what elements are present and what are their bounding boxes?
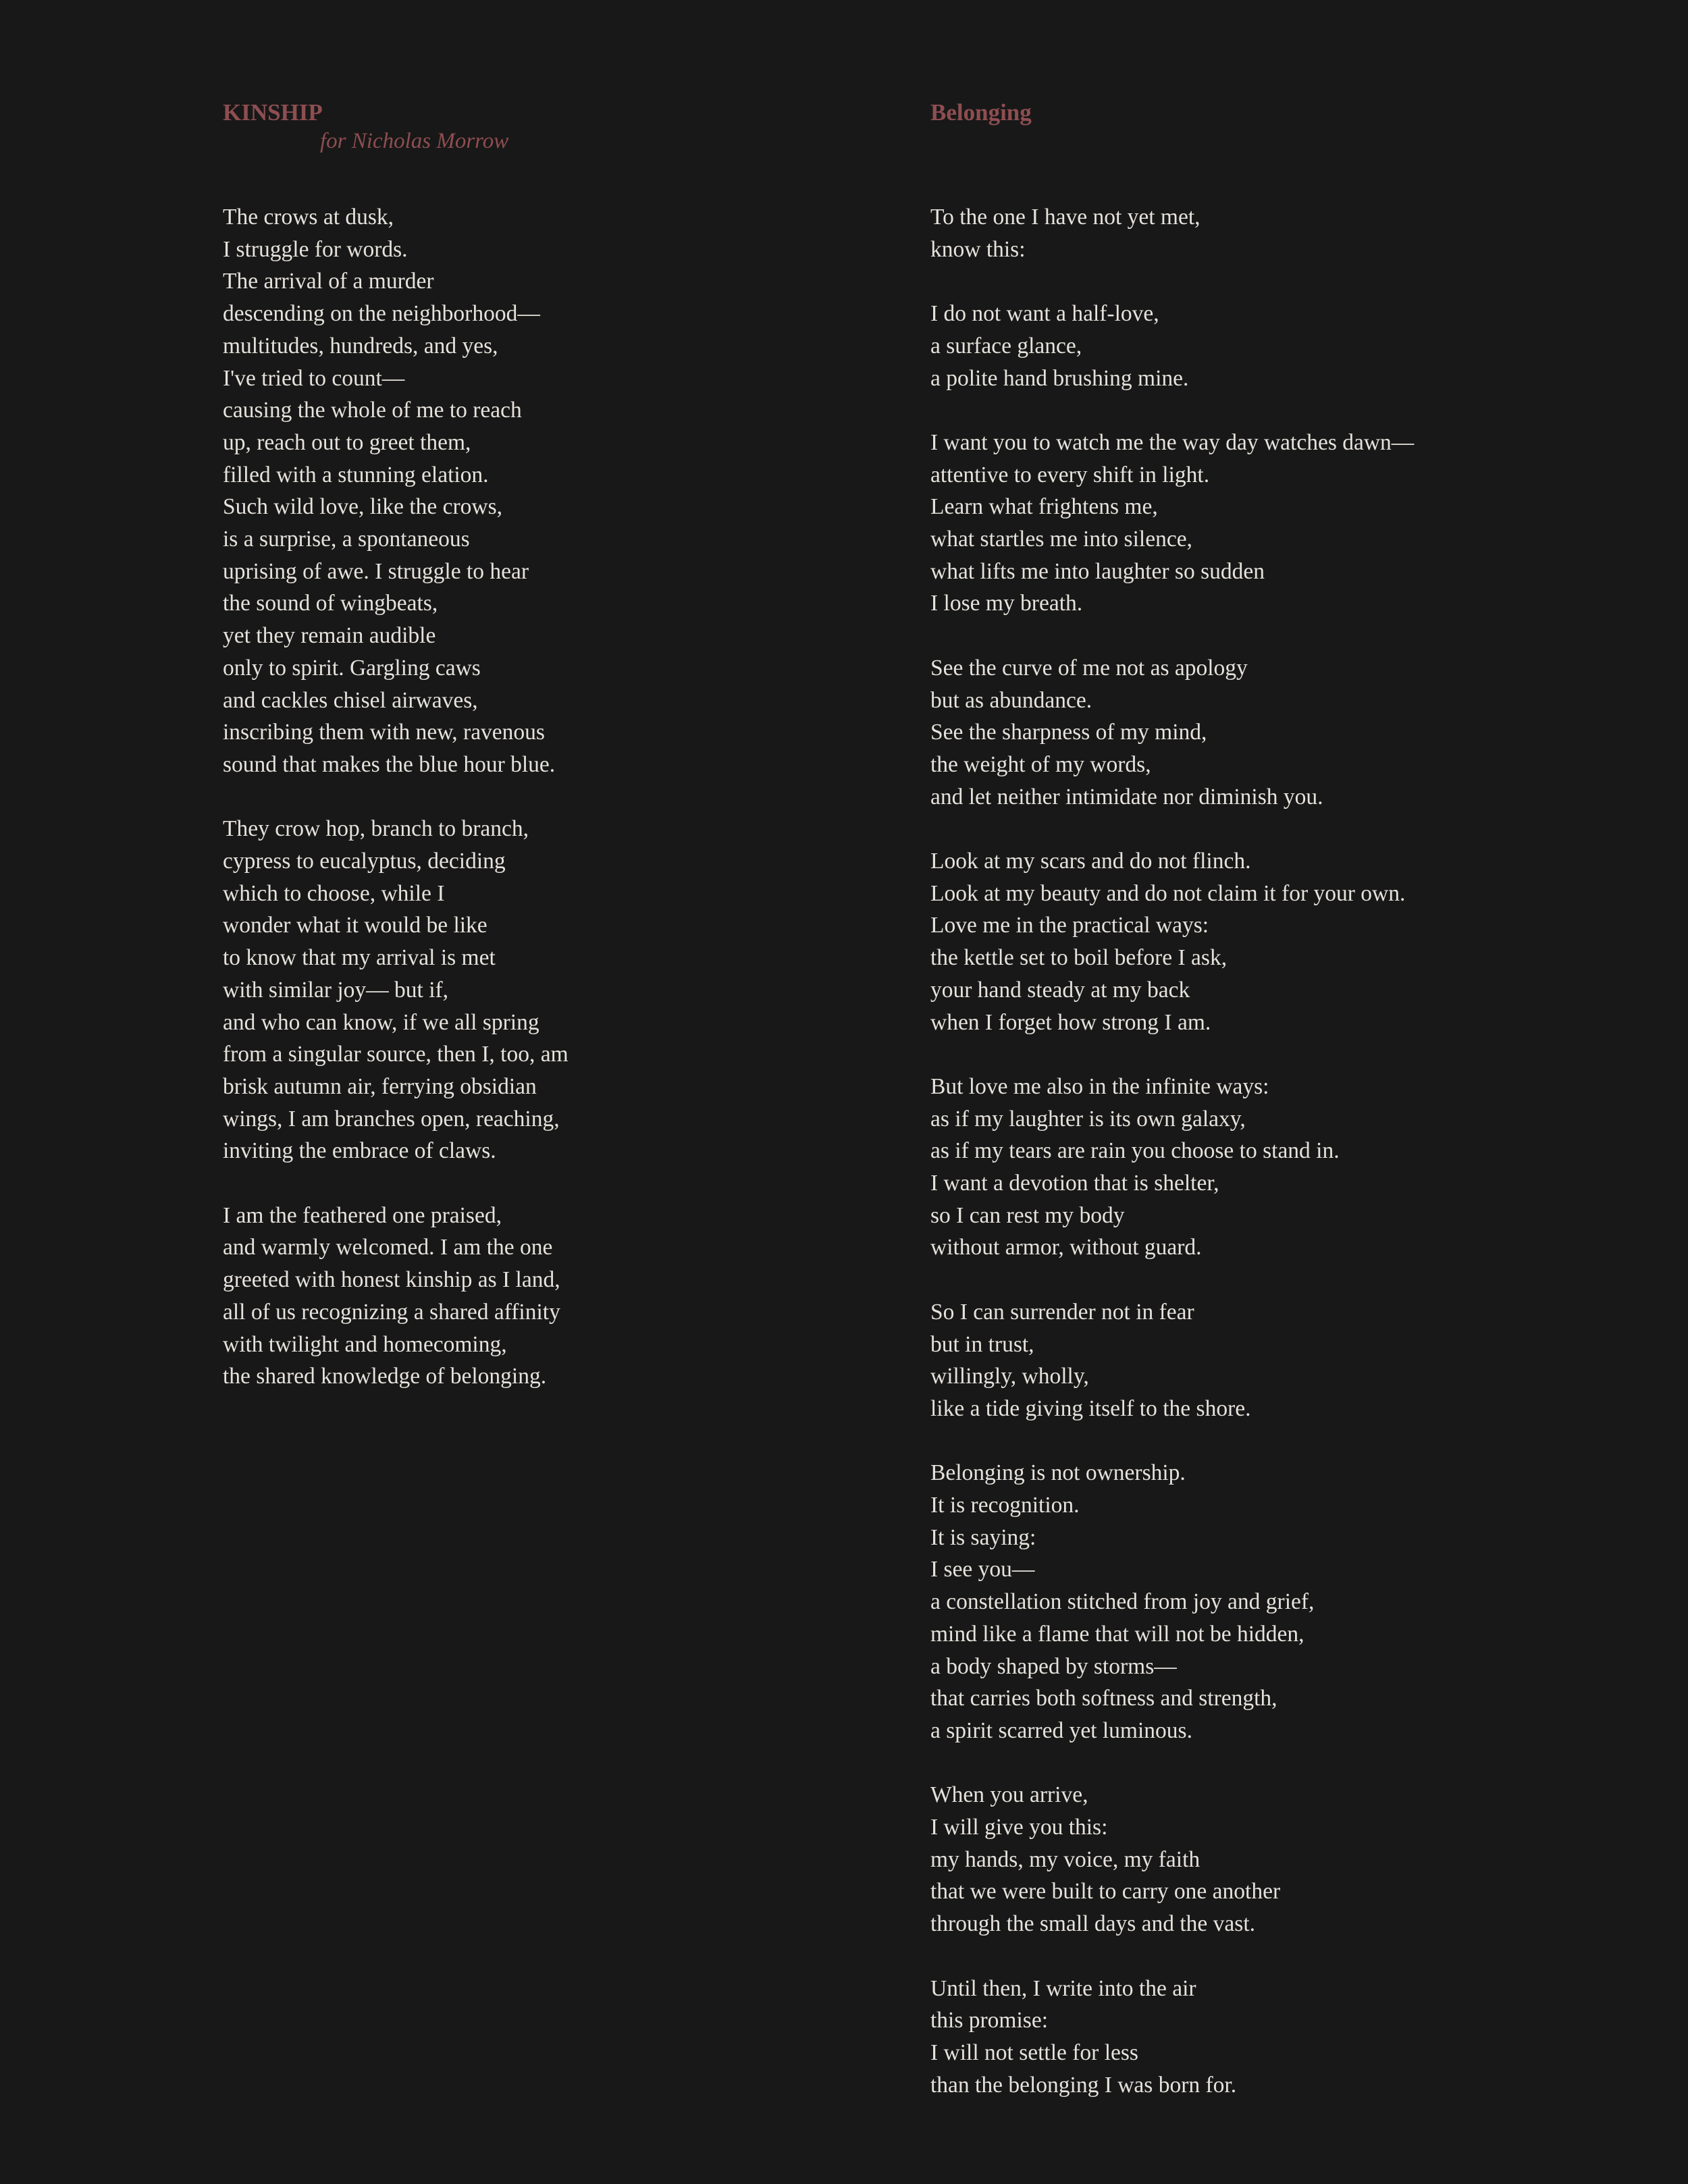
poem-line: See the curve of me not as apology: [930, 655, 1248, 681]
poem-line: from a singular source, then I, too, am: [223, 1042, 569, 1067]
poem-line: The crows at dusk,: [223, 205, 394, 230]
poem-line: It is saying:: [930, 1524, 1036, 1550]
poem-line: is a surprise, a spontaneous: [223, 527, 470, 552]
poem-line: I want you to watch me the way day watches dawn—: [930, 429, 1415, 455]
poem-line: but in trust,: [930, 1331, 1034, 1357]
poem-line: like a tide giving itself to the shore.: [930, 1395, 1251, 1421]
poem-line: that we were built to carry one another: [930, 1879, 1281, 1905]
stanza: [223, 813, 871, 1167]
poem-line: than the belonging I was born for.: [930, 2072, 1237, 2098]
poem-body: [223, 201, 871, 1393]
poem-line: all of us recognizing a shared affinity: [223, 1299, 560, 1325]
poem-line: your hand steady at my back: [930, 977, 1190, 1003]
poem-line: without armor, without guard.: [930, 1235, 1202, 1260]
poem-line: my hands, my voice, my faith: [930, 1846, 1201, 1872]
poem-line: know this:: [930, 236, 1026, 262]
poem-line: a polite hand brushing mine.: [930, 365, 1189, 391]
poem-line: attentive to every shift in light.: [930, 462, 1210, 487]
poem-line: I lose my breath.: [930, 591, 1083, 616]
stanza: [930, 1973, 1673, 2102]
poem-line: So I can surrender not in fear: [930, 1299, 1194, 1325]
stanza: [930, 845, 1673, 1038]
stanza: [223, 201, 871, 781]
poem-line: I struggle for words.: [223, 236, 408, 262]
poem-line: only to spirit. Gargling caws: [223, 655, 481, 681]
poem-line: But love me also in the infinite ways:: [930, 1073, 1269, 1099]
poem-line: what lifts me into laughter so sudden: [930, 558, 1265, 584]
poem-line: the weight of my words,: [930, 751, 1151, 777]
poem-line: I've tried to count—: [223, 365, 405, 391]
poem-line: It is recognition.: [930, 1493, 1080, 1518]
poem-line: and warmly welcomed. I am the one: [223, 1235, 553, 1260]
poem-line: Love me in the practical ways:: [930, 913, 1209, 938]
poem-line: When you arrive,: [930, 1782, 1088, 1808]
poem-line: a spirit scarred yet luminous.: [930, 1717, 1192, 1743]
poem-line: To the one I have not yet met,: [930, 205, 1201, 230]
poem-line: I want a devotion that is shelter,: [930, 1171, 1219, 1196]
poem-line: Look at my scars and do not flinch.: [930, 849, 1251, 874]
stanza: [930, 652, 1673, 814]
poem-line: Look at my beauty and do not claim it for your own.: [930, 880, 1406, 906]
poem-belonging: [930, 96, 1673, 2133]
stanza: [930, 201, 1673, 265]
poem-line: the shared knowledge of belonging.: [223, 1364, 547, 1389]
poem-line: with twilight and homecoming,: [223, 1331, 507, 1357]
poem-line: See the sharpness of my mind,: [930, 720, 1207, 745]
poem-line: willingly, wholly,: [930, 1364, 1089, 1389]
poem-line: The arrival of a murder: [223, 269, 434, 294]
poem-line: a surface glance,: [930, 333, 1082, 358]
poem-line: filled with a stunning elation.: [223, 462, 489, 487]
poem-line: I am the feathered one praised,: [223, 1202, 502, 1228]
poem-line: causing the whole of me to reach: [223, 398, 522, 423]
stanza: [930, 298, 1673, 394]
poem-line: Such wild love, like the crows,: [223, 494, 503, 520]
poem-line: this promise:: [930, 2008, 1049, 2033]
poem-line: so I can rest my body: [930, 1202, 1125, 1228]
poem-line: that carries both softness and strength,: [930, 1686, 1277, 1711]
poem-line: inviting the embrace of claws.: [223, 1138, 496, 1164]
poem-line: Until then, I write into the air: [930, 1975, 1196, 2001]
poem-dedication: for Nicholas Morrow: [320, 129, 509, 153]
poem-line: and who can know, if we all spring: [223, 1009, 539, 1035]
poem-line: brisk autumn air, ferrying obsidian: [223, 1073, 537, 1099]
poem-line: as if my laughter is its own galaxy,: [930, 1106, 1246, 1131]
poem-line: sound that makes the blue hour blue.: [223, 751, 556, 777]
poem-line: the sound of wingbeats,: [223, 591, 438, 616]
poem-line: mind like a flame that will not be hidden,: [930, 1621, 1304, 1647]
poem-line: to know that my arrival is met: [223, 945, 496, 971]
poem-title: Belonging: [930, 99, 1032, 126]
poem-line: greeted with honest kinship as I land,: [223, 1267, 560, 1293]
stanza: [930, 427, 1673, 620]
poem-line: up, reach out to greet them,: [223, 429, 471, 455]
poem-line: and cackles chisel airwaves,: [223, 687, 478, 713]
poem-line: wonder what it would be like: [223, 913, 487, 938]
poem-line: when I forget how strong I am.: [930, 1009, 1211, 1035]
poem-line: I do not want a half-love,: [930, 301, 1159, 327]
poem-line: multitudes, hundreds, and yes,: [223, 333, 498, 358]
poem-line: inscribing them with new, ravenous: [223, 720, 545, 745]
poem-line: Belonging is not ownership.: [930, 1460, 1186, 1486]
poem-line: yet they remain audible: [223, 623, 436, 649]
poem-line: but as abundance.: [930, 687, 1092, 713]
stanza: [930, 1071, 1673, 1264]
stanza: [223, 1200, 871, 1393]
poem-line: I will give you this:: [930, 1815, 1108, 1840]
poem-line: the kettle set to boil before I ask,: [930, 945, 1228, 971]
stanza: [930, 1457, 1673, 1747]
poem-line: through the small days and the vast.: [930, 1911, 1256, 1937]
poem-body: [930, 201, 1673, 2101]
stanza: [930, 1779, 1673, 1940]
stanza: [930, 1296, 1673, 1425]
poem-line: uprising of awe. I struggle to hear: [223, 558, 529, 584]
poem-kinship: [223, 96, 871, 1425]
poem-line: as if my tears are rain you choose to stand in.: [930, 1138, 1340, 1164]
poem-line: descending on the neighborhood—: [223, 301, 540, 327]
poem-line: what startles me into silence,: [930, 527, 1192, 552]
poem-line: wings, I am branches open, reaching,: [223, 1106, 560, 1131]
poem-line: a body shaped by storms—: [930, 1653, 1177, 1679]
poem-line: They crow hop, branch to branch,: [223, 816, 529, 842]
poem-line: I will not settle for less: [930, 2040, 1138, 2065]
poem-line: I see you—: [930, 1557, 1035, 1582]
poem-line: Learn what frightens me,: [930, 494, 1158, 520]
poem-line: which to choose, while I: [223, 880, 445, 906]
poem-line: with similar joy— but if,: [223, 977, 449, 1003]
poem-title: KINSHIP: [223, 99, 323, 126]
poem-line: and let neither intimidate nor diminish you.: [930, 784, 1323, 809]
poem-line: cypress to eucalyptus, deciding: [223, 849, 506, 874]
poem-line: a constellation stitched from joy and grief,: [930, 1589, 1315, 1615]
